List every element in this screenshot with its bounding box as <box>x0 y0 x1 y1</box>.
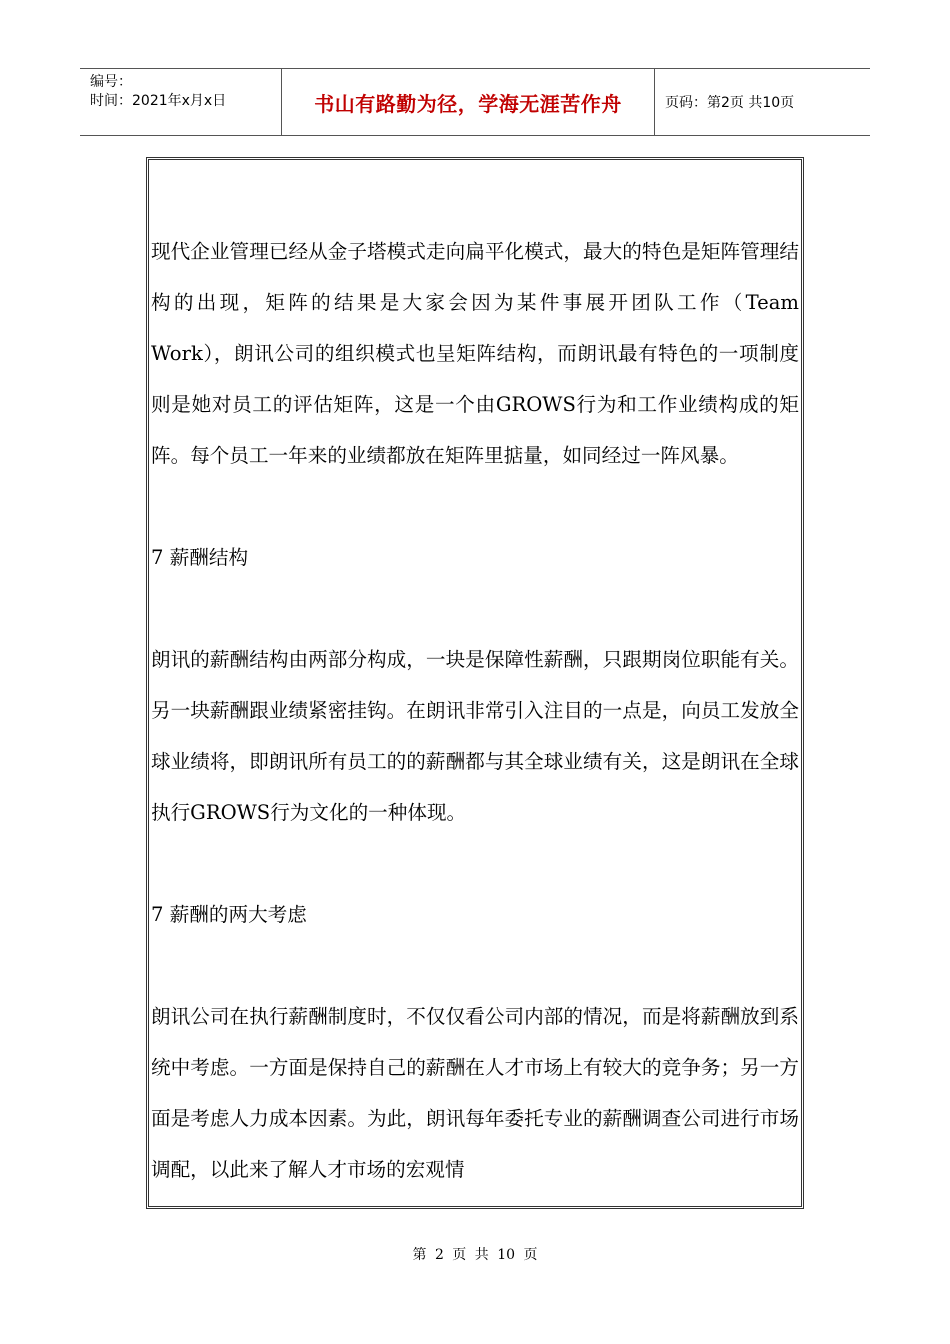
paragraph-salary-considerations: 朗讯公司在执行薪酬制度时，不仅仅看公司内部的情况，而是将薪酬放到系统中考虑。一方面是保持自己的薪酬在人才市场上有较大的竞争务；另一方面是考虑人力成本因素。为此，朗讯每年委托专业的薪酬调查公司进行市场调配，以此来了解人才市场的宏观情 <box>151 1005 799 1181</box>
header-motto: 书山有路勤为径，学海无涯苦作舟 <box>282 69 655 135</box>
paragraph-salary-structure: 朗讯的薪酬结构由两部分构成，一块是保障性薪酬，只跟期岗位职能有关。另一块薪酬跟业绩紧密挂钩。在朗讯非常引入注目的一点是，向员工发放全球业绩将，即朗讯所有员工的的薪酬都与其全球业绩有关，这是朗讯在全球执行GROWS行为文化的一种体现。 <box>151 648 799 824</box>
document-number-label: 编号： <box>90 74 132 90</box>
page-footer: 第 2 页 共 10 页 <box>412 1247 538 1263</box>
header-page-number: 页码：第2页 共10页 <box>665 95 795 111</box>
content-frame <box>146 157 804 1209</box>
header-meta <box>80 69 282 135</box>
paragraph-matrix-management: 现代企业管理已经从金子塔模式走向扁平化模式，最大的特色是矩阵管理结构的出现，矩阵的结果是大家会因为某件事展开团队工作（Team Work），朗讯公司的组织模式也呈矩阵结构，而朗讯最有特色的一项制度则是她对员工的评估矩阵，这是一个由GROWS行为和工作业绩构成的矩阵。每个员工一年来的业绩都放在矩阵里掂量，如同经过一阵风暴。 <box>151 240 799 467</box>
page-header <box>80 68 870 136</box>
document-body <box>151 226 799 1195</box>
document-date-label: 时间：2021年x月x日 <box>90 93 227 109</box>
section-heading-salary-considerations: 7 薪酬的两大考虑 <box>151 903 307 926</box>
section-heading-salary-structure: 7 薪酬结构 <box>151 546 249 569</box>
